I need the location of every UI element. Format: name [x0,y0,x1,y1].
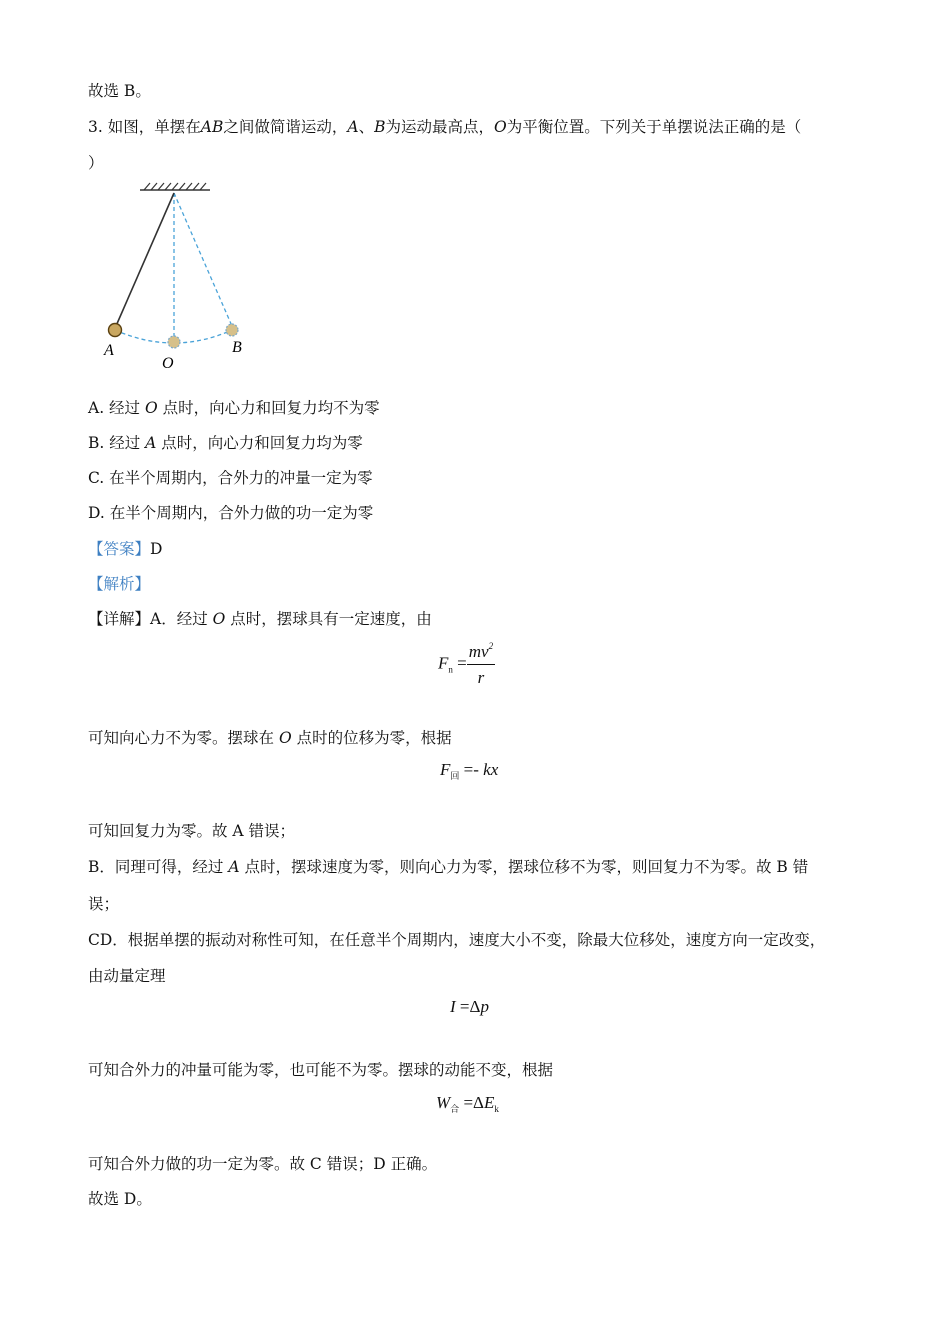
f2-eq: =- [459,760,484,779]
f4-rhs: E [483,1093,495,1112]
detail-line-5: CD．根据单摆的振动对称性可知，在任意半个周期内，速度大小不变，除最大位移处，速度方向一定改变， [88,931,826,949]
option-c: C. 在半个周期内，合外力的冲量一定为零 [88,469,373,487]
label-a: A [104,342,114,359]
label-b: B [232,339,242,356]
detail-line-4 [88,856,808,878]
detail-2-point: O [278,729,292,747]
option-a-text-2: 点时，向心力和回复力均不为零 [157,399,380,417]
ceiling [140,183,210,190]
f1-fraction [467,641,495,688]
ball-b [226,324,238,336]
detail-4-text-1: B．同理可得，经过 [88,858,229,876]
f2-F-sub: 回 [450,771,460,781]
stem-text-3: 、 [358,118,375,136]
f3-rhs: p [480,997,489,1016]
option-a-point: O [144,399,158,417]
f1-numerator [467,641,495,665]
stem-b: B [374,118,386,136]
stem-o: O [493,118,507,136]
analysis-tag: 【解析】 [88,575,151,593]
stem-text-4: 为运动最高点， [385,118,494,136]
f4-lhs-sub: 合 [450,1104,460,1114]
question-number: 3. [88,118,103,136]
detail-2-text-1: 可知向心力不为零。摆球在 [88,729,279,747]
stem-text-5: 为平衡位置。下列关于单摆说法正确的是（ [506,118,802,136]
answer-value: D [150,540,163,558]
f4-eq: =Δ [459,1093,484,1112]
stem-a: A [347,118,359,136]
formula-impulse [450,997,489,1017]
f3-lhs: I [450,997,456,1016]
formula-centripetal [438,641,495,688]
option-b [88,432,363,454]
f1-denominator: r [477,668,485,687]
detail-line-3: 可知回复力为零。故 A 错误； [88,822,296,840]
detail-4-point: A [228,858,240,876]
f1-F: F [438,653,449,673]
rope [116,193,174,326]
stem-ab: AB [200,118,224,136]
detail-4-text-2: 点时，摆球速度为零，则向心力为零，摆球位移不为零，则回复力不为零。故 B 错 [239,858,809,876]
pendulum-figure [98,178,258,374]
detail-2-text-2: 点时的位移为零，根据 [291,729,452,747]
formula-restoring [440,760,498,782]
prev-conclusion: 故选 B。 [88,82,151,100]
f4-rhs-sub: k [494,1104,499,1114]
f1-num-sup: 2 [488,641,494,651]
detail-line-2 [88,727,452,749]
f4-lhs: W [436,1093,451,1112]
stem-text-1: 如图，单摆在 [107,118,201,136]
detail-line-4b: 误； [88,895,120,913]
f1-num-main: mv [468,642,489,661]
answer-tag: 【答案】 [88,540,151,558]
f2-F: F [440,760,451,779]
f2-rhs: kx [483,760,499,779]
option-a [88,397,380,419]
detail-line-5b: 由动量定理 [88,967,166,985]
detail-line-8: 故选 D。 [88,1190,152,1208]
question-stem [88,116,801,138]
stem-closing-paren: ） [88,154,104,172]
detail-line-1 [88,608,432,630]
dashed-rope-b [174,193,232,326]
option-b-text-2: 点时，向心力和回复力均为零 [156,434,363,452]
f3-eq: =Δ [455,997,481,1016]
detail-1-point: O [212,610,226,628]
label-o: O [162,355,174,372]
detail-line-6: 可知合外力的冲量可能为零，也可能不为零。摆球的动能不变，根据 [88,1061,554,1079]
detail-1-text-2: 点时，摆球具有一定速度，由 [225,610,432,628]
stem-text-2: 之间做简谐运动， [223,118,348,136]
option-b-point: A [145,434,157,452]
formula-work-energy [436,1093,499,1115]
f1-eq: = [452,653,467,673]
answer-line [88,538,162,560]
detail-1-text-1: 【详解】A．经过 [88,610,213,628]
option-b-text-1: B. 经过 [88,434,146,452]
f1-F-sub: n [448,664,453,675]
detail-line-7: 可知合外力做的功一定为零。故 C 错误；D 正确。 [88,1155,438,1173]
option-a-text-1: A. 经过 [88,399,145,417]
option-d: D. 在半个周期内，合外力做的功一定为零 [88,504,374,522]
ball-o [168,336,180,348]
ball-a [109,324,122,337]
